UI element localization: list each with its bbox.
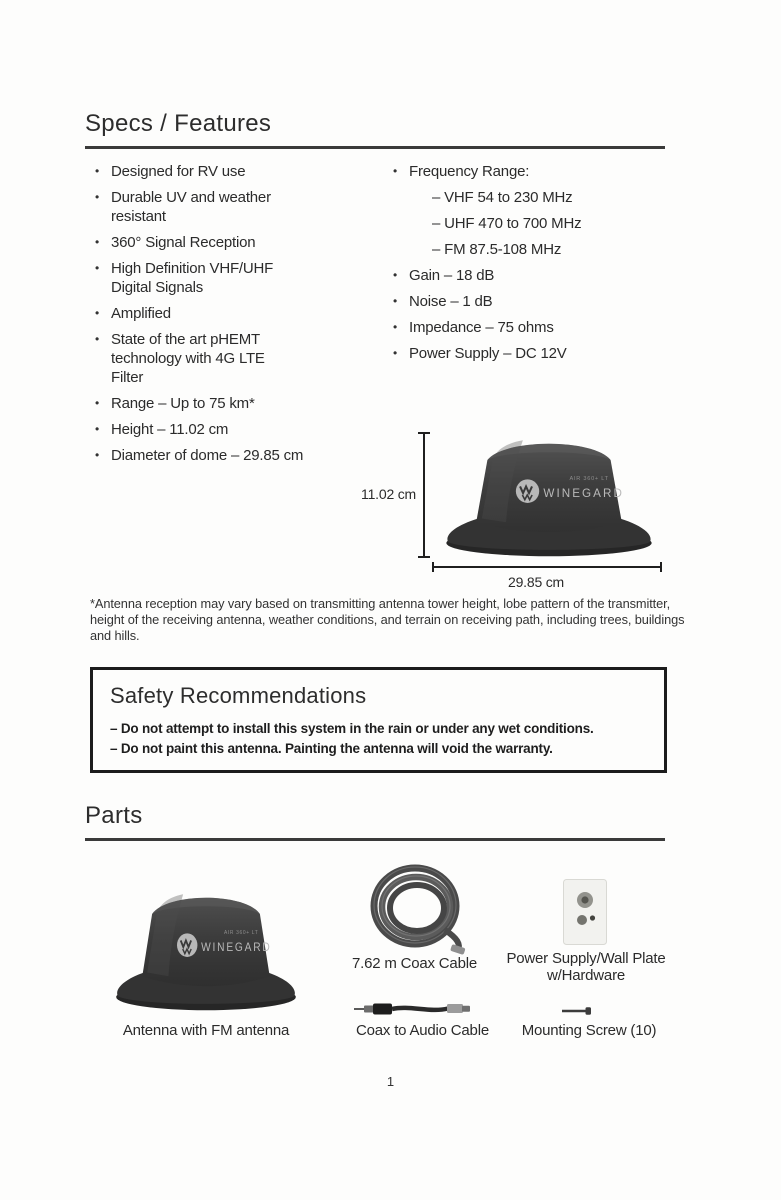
bullet-icon: • xyxy=(95,190,100,204)
spec-item xyxy=(95,446,355,465)
bullet-icon: • xyxy=(393,164,398,178)
bullet-icon: • xyxy=(393,294,398,308)
bullet-icon: • xyxy=(95,235,100,249)
spec-item-text: Height – 11.02 cm xyxy=(111,421,229,438)
part-coax-cable-image xyxy=(363,862,471,957)
spec-item-text: Filter xyxy=(111,369,144,386)
safety-heading: Safety Recommendations xyxy=(110,683,367,708)
model-text: AIR 360+ LT xyxy=(223,929,259,936)
antenna-dome-image xyxy=(437,428,661,560)
part-caption-screw: Mounting Screw (10) xyxy=(521,1022,657,1039)
spec-item-text: Impedance – 75 ohms xyxy=(409,319,554,336)
brand-text: WINEGARD xyxy=(201,941,272,955)
spec-item xyxy=(393,266,683,285)
spec-item xyxy=(393,162,683,181)
part-caption-coax: 7.62 m Coax Cable xyxy=(351,955,477,972)
frequency-subitem: – FM 87.5-108 MHz xyxy=(432,241,562,258)
spec-item-text: Designed for RV use xyxy=(111,163,246,180)
spec-item xyxy=(95,330,355,387)
spec-item-text: State of the art pHEMT xyxy=(111,331,260,348)
spec-item xyxy=(95,188,355,226)
part-caption-antenna: Antenna with FM antenna xyxy=(122,1022,290,1039)
part-power-supply-image xyxy=(562,878,608,946)
bullet-icon: • xyxy=(95,164,100,178)
bullet-icon: • xyxy=(393,268,398,282)
part-caption-power-supply: Power Supply/Wall Plate w/Hardware xyxy=(506,950,666,984)
spec-item-text: technology with 4G LTE xyxy=(111,350,265,367)
bullet-icon: • xyxy=(393,346,398,360)
spec-item xyxy=(95,420,355,439)
width-dimension-line xyxy=(432,566,662,568)
frequency-subitem: – UHF 470 to 700 MHz xyxy=(432,215,582,232)
spec-item-text: Durable UV and weather xyxy=(111,189,271,206)
spec-item-text: Diameter of dome – 29.85 cm xyxy=(111,447,304,464)
part-mounting-screw-image xyxy=(560,1006,594,1016)
spec-item xyxy=(95,162,355,181)
spec-item-text: resistant xyxy=(111,208,166,225)
frequency-subitem: – VHF 54 to 230 MHz xyxy=(432,189,573,206)
brand-text: WINEGARD xyxy=(543,486,624,500)
spec-item-text: High Definition VHF/UHF xyxy=(111,260,274,277)
part-coax-to-audio-cable-image xyxy=(352,1000,474,1018)
spec-item-text: Gain – 18 dB xyxy=(409,267,495,284)
spec-item xyxy=(393,344,683,363)
spec-item-text: Frequency Range: xyxy=(409,163,530,180)
spec-item-text: Power Supply – DC 12V xyxy=(409,345,567,362)
reception-footnote: *Antenna reception may vary based on transmitting antenna tower height, lobe pattern of the transmitter, height of the receiving antenna, weather conditions, and terrain on receiving path, including trees, buildings and hills. xyxy=(90,596,685,643)
bullet-icon: • xyxy=(95,306,100,320)
spec-item-text: 360° Signal Reception xyxy=(111,234,256,251)
spec-item xyxy=(95,394,355,413)
page-number: 1 xyxy=(386,1074,395,1089)
width-dimension-label: 29.85 cm xyxy=(508,574,564,590)
model-text: AIR 360+ LT xyxy=(569,475,609,482)
specs-right-column xyxy=(393,162,683,370)
specs-heading: Specs / Features xyxy=(85,110,272,137)
spec-item xyxy=(95,233,355,252)
bullet-icon: • xyxy=(95,261,100,275)
specs-section-heading-rule xyxy=(85,110,665,149)
height-dimension-label: 11.02 cm xyxy=(361,486,416,502)
bullet-icon: • xyxy=(95,396,100,410)
safety-recommendations-box xyxy=(90,667,667,773)
height-dimension-line xyxy=(423,432,425,558)
bullet-icon: • xyxy=(95,332,100,346)
spec-item xyxy=(95,259,355,297)
specs-left-column xyxy=(95,162,355,472)
spec-item xyxy=(393,318,683,337)
spec-item xyxy=(393,292,683,311)
bullet-icon: • xyxy=(95,448,100,462)
part-caption-audio-cable: Coax to Audio Cable xyxy=(356,1022,489,1039)
spec-item-text: Digital Signals xyxy=(111,279,204,296)
parts-heading: Parts xyxy=(85,802,143,829)
safety-item: – Do not paint this antenna. Painting the antenna will void the warranty. xyxy=(110,741,553,756)
spec-item xyxy=(95,304,355,323)
bullet-icon: • xyxy=(95,422,100,436)
safety-item: – Do not attempt to install this system in the rain or under any wet conditions. xyxy=(110,721,594,736)
spec-item-text: Amplified xyxy=(111,305,171,322)
spec-item-text: Noise – 1 dB xyxy=(409,293,493,310)
spec-item-text: Range – Up to 75 km* xyxy=(111,395,255,412)
bullet-icon: • xyxy=(393,320,398,334)
part-antenna-image xyxy=(108,882,304,1014)
parts-section-heading-rule xyxy=(85,802,665,841)
